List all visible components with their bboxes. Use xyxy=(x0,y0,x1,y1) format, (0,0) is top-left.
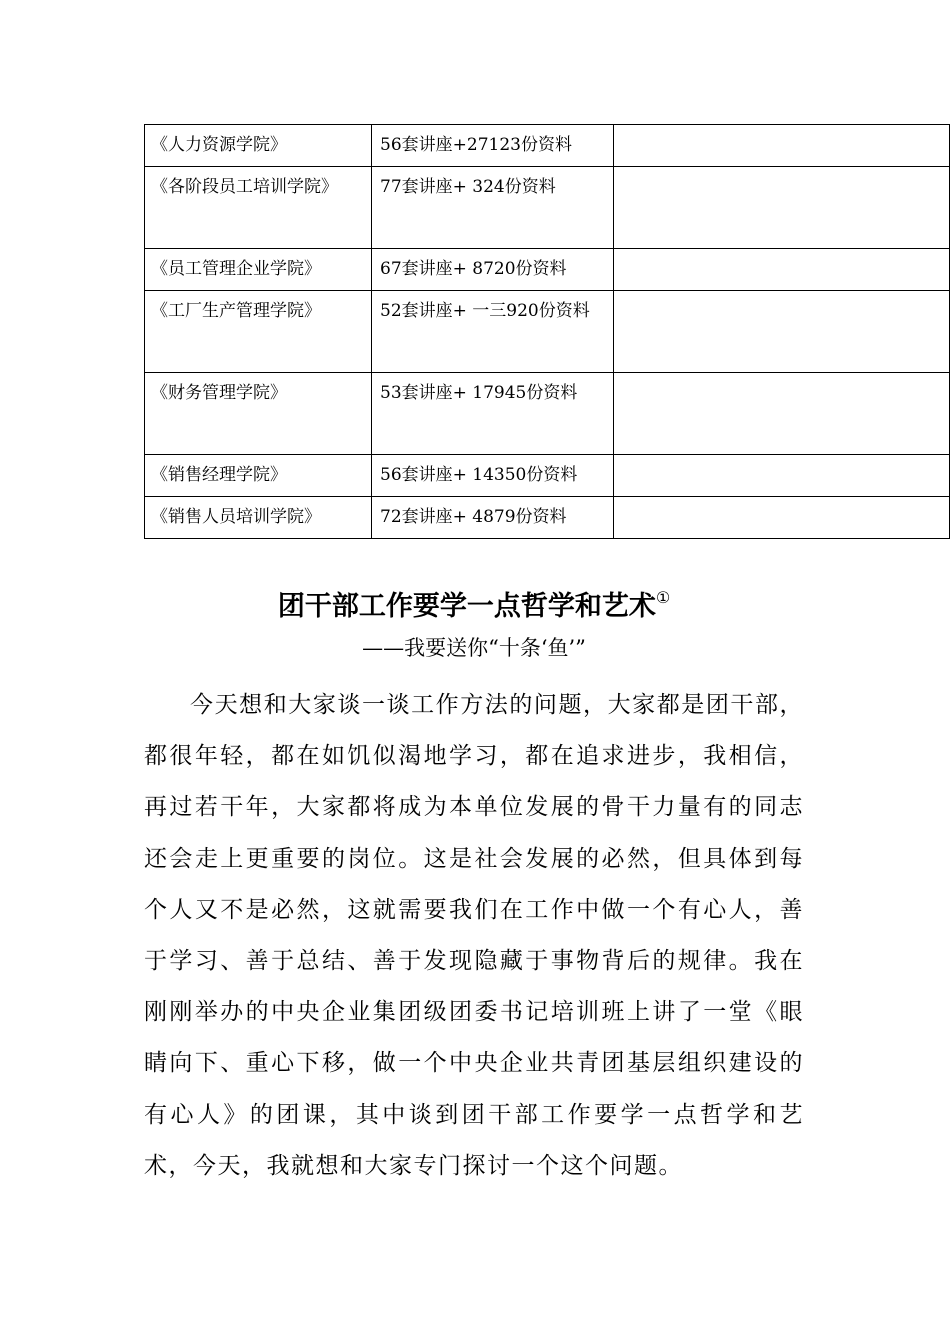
college-name-cell: 《员工管理企业学院》 xyxy=(145,249,372,291)
college-name-cell: 《销售人员培训学院》 xyxy=(145,497,372,539)
article-title-text: 团干部工作要学一点哲学和艺术 xyxy=(277,591,656,622)
resource-count-cell: 77套讲座+ 324份资料 xyxy=(372,167,614,249)
note-cell xyxy=(614,167,950,249)
resource-count-cell: 56套讲座+ 14350份资料 xyxy=(372,455,614,497)
note-cell xyxy=(614,497,950,539)
resource-count-cell: 53套讲座+ 17945份资料 xyxy=(372,373,614,455)
note-cell xyxy=(614,125,950,167)
footnote-marker: ① xyxy=(655,588,671,607)
resource-count-cell: 52套讲座+ 一三920份资料 xyxy=(372,291,614,373)
note-cell xyxy=(614,373,950,455)
college-name-cell: 《人力资源学院》 xyxy=(145,125,372,167)
college-name-cell: 《各阶段员工培训学院》 xyxy=(145,167,372,249)
college-name-cell: 《财务管理学院》 xyxy=(145,373,372,455)
table-row xyxy=(145,125,950,167)
note-cell xyxy=(614,291,950,373)
table-row xyxy=(145,373,950,455)
note-cell xyxy=(614,249,950,291)
table-row xyxy=(145,291,950,373)
article-subtitle: ——我要送你“十条‘鱼’” xyxy=(362,636,586,660)
college-name-cell: 《销售经理学院》 xyxy=(145,455,372,497)
resource-count-cell: 56套讲座+27123份资料 xyxy=(372,125,614,167)
resource-count-cell: 67套讲座+ 8720份资料 xyxy=(372,249,614,291)
table-row xyxy=(145,167,950,249)
course-catalog-table xyxy=(144,124,950,539)
college-name-cell: 《工厂生产管理学院》 xyxy=(145,291,372,373)
table-row xyxy=(145,455,950,497)
article-title xyxy=(144,578,804,627)
table-row xyxy=(145,497,950,539)
table-row xyxy=(145,249,950,291)
resource-count-cell: 72套讲座+ 4879份资料 xyxy=(372,497,614,539)
note-cell xyxy=(614,455,950,497)
article-paragraph: 今天想和大家谈一谈工作方法的问题，大家都是团干部，都很年轻，都在如饥似渴地学习，都在追求进步，我相信，再过若干年，大家都将成为本单位发展的骨干力量有的同志还会走上更重要的岗位。这是社会发展的必然，但具体到每个人又不是必然，这就需要我们在工作中做一个有心人，善于学习、善于总结、善于发现隐藏于事物背后的规律。我在刚刚举办的中央企业集团级团委书记培训班上讲了一堂《眼睛向下、重心下移，做一个中央企业共青团基层组织建设的有心人》的团课，其中谈到团干部工作要学一点哲学和艺术，今天，我就想和大家专门探讨一个这个问题。 xyxy=(144,692,804,1179)
